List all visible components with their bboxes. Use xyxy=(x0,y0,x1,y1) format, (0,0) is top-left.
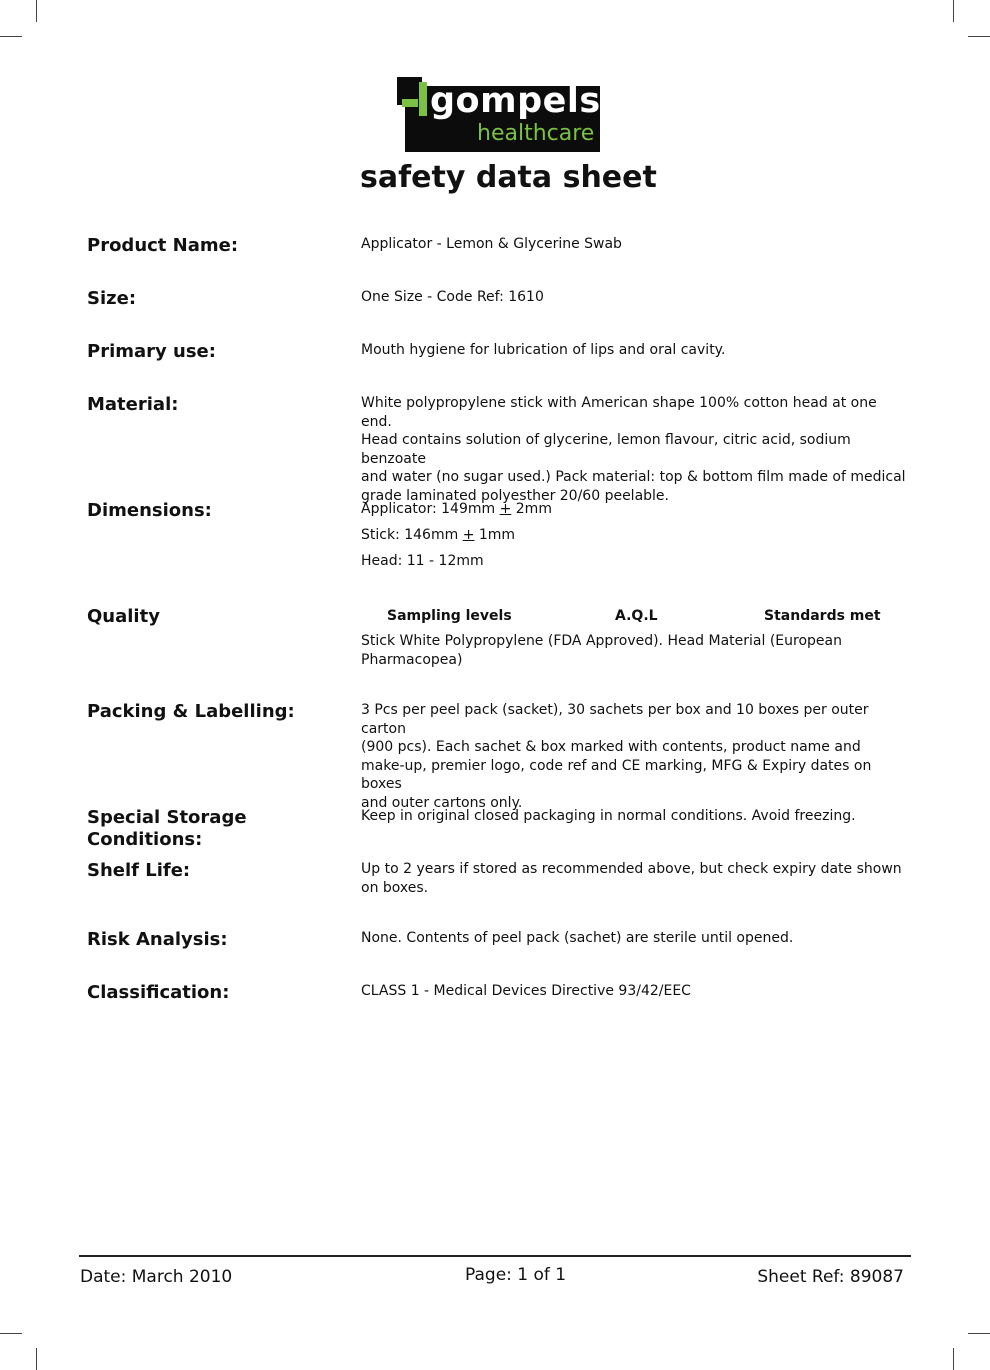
shelf-life-value xyxy=(361,860,906,897)
quality-column-standards: Standards met xyxy=(764,608,881,624)
product-name-label: Product Name: xyxy=(87,235,239,256)
material-line: White polypropylene stick with American shape 100% cotton head at one end. xyxy=(361,395,877,430)
material-line: grade laminated polyesther 20/60 peelable. xyxy=(361,487,669,504)
logo-subtitle: healthcare xyxy=(477,121,595,146)
storage-value: Keep in original closed packaging in normal conditions. Avoid freezing. xyxy=(361,808,856,824)
size-label: Size: xyxy=(87,288,137,309)
quality-value xyxy=(361,632,906,669)
packing-value xyxy=(361,701,906,813)
footer-divider xyxy=(79,1255,911,1257)
size-value: One Size - Code Ref: 1610 xyxy=(361,289,544,305)
dimension-head: Head: 11 - 12mm xyxy=(361,552,484,569)
material-label: Material: xyxy=(87,394,179,415)
crop-mark xyxy=(953,1348,954,1370)
shelf-life-line: Up to 2 years if stored as recommended above, but check expiry date shown xyxy=(361,861,902,877)
crop-mark xyxy=(36,0,37,22)
dimension-stick: Stick: 146mm + 1mm xyxy=(361,526,516,543)
logo-accent-bar xyxy=(402,99,418,107)
quality-label: Quality xyxy=(87,606,160,627)
crop-mark xyxy=(968,36,990,37)
footer-sheet-ref: Sheet Ref: 89087 xyxy=(757,1267,904,1287)
quality-column-aql: A.Q.L xyxy=(615,608,658,624)
footer-page-number: Page: 1 of 1 xyxy=(465,1265,567,1285)
classification-value: CLASS 1 - Medical Devices Directive 93/42/EEC xyxy=(361,983,691,999)
quality-line: Stick White Polypropylene (FDA Approved). Head Material (European xyxy=(361,633,842,649)
company-logo xyxy=(397,77,603,153)
packing-line: and outer cartons only. xyxy=(361,794,523,811)
crop-mark xyxy=(0,36,22,37)
logo-wordmark: gompels xyxy=(430,81,601,121)
storage-label: Special Storage Conditions: xyxy=(87,807,247,850)
product-name-value: Applicator - Lemon & Glycerine Swab xyxy=(361,236,622,252)
shelf-life-line: on boxes. xyxy=(361,879,429,896)
packing-line: (900 pcs). Each sachet & box marked with contents, product name and xyxy=(361,739,861,756)
quality-line: Pharmacopea) xyxy=(361,651,463,668)
crop-mark xyxy=(953,0,954,22)
crop-mark xyxy=(968,1333,990,1334)
dimension-applicator: Applicator: 149mm + 2mm xyxy=(361,501,552,517)
packing-line: 3 Pcs per peel pack (sacket), 30 sachets per box and 10 boxes per outer carton xyxy=(361,702,869,737)
dimensions-value xyxy=(361,500,906,571)
shelf-life-label: Shelf Life: xyxy=(87,860,191,881)
footer-date: Date: March 2010 xyxy=(80,1267,233,1287)
material-value xyxy=(361,394,906,506)
classification-label: Classification: xyxy=(87,982,230,1003)
primary-use-label: Primary use: xyxy=(87,341,216,362)
primary-use-value: Mouth hygiene for lubrication of lips and oral cavity. xyxy=(361,342,726,358)
risk-value: None. Contents of peel pack (sachet) are sterile until opened. xyxy=(361,930,794,946)
packing-line: make-up, premier logo, code ref and CE marking, MFG & Expiry dates on boxes xyxy=(361,757,872,793)
material-line: Head contains solution of glycerine, lemon flavour, citric acid, sodium benzoate xyxy=(361,432,851,467)
dimensions-label: Dimensions: xyxy=(87,500,212,521)
crop-mark xyxy=(36,1348,37,1370)
document-title: safety data sheet xyxy=(360,160,657,195)
logo-accent-stripe xyxy=(419,82,427,116)
risk-label: Risk Analysis: xyxy=(87,929,228,950)
material-line: and water (no sugar used.) Pack material: top & bottom film made of medical xyxy=(361,469,906,486)
packing-label: Packing & Labelling: xyxy=(87,701,295,722)
quality-column-sampling: Sampling levels xyxy=(387,608,512,624)
crop-mark xyxy=(0,1333,22,1334)
